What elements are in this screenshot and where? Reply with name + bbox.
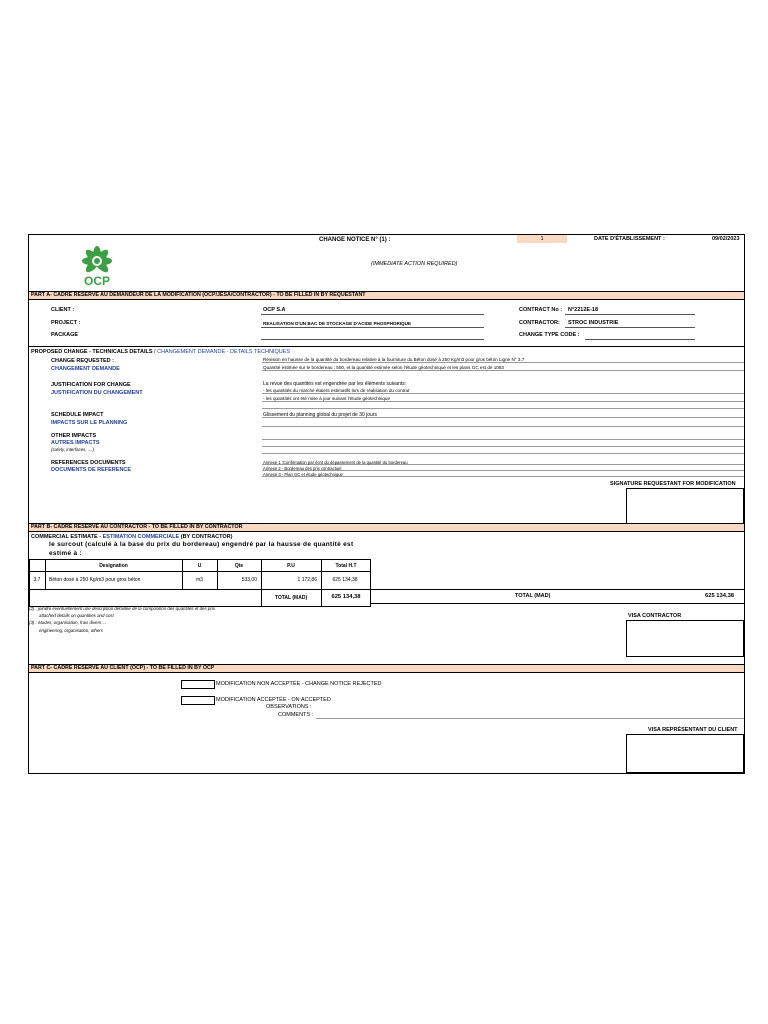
date-label: DATE D'ÉTABLISSEMENT : [594,236,665,242]
commercial-estimate-header [31,534,232,540]
date-value[interactable]: 09/02/2023 [712,236,740,242]
contractor-label: CONTRACTOR: [519,320,560,326]
total-value-right[interactable]: 625 134,38 [705,593,735,599]
justification-label: JUSTIFICATION FOR CHANGE [51,382,131,388]
change-type-label: CHANGE TYPE CODE : [519,332,580,338]
notice-subtitle: (IMMEDIATE ACTION REQUIRED) [371,261,458,267]
contractor-value[interactable]: STROC INDUSTRIE [568,320,619,326]
visa-contractor-box[interactable] [626,620,744,657]
rejected-checkbox[interactable] [181,680,215,689]
client-value[interactable]: OCP S.A [263,307,286,313]
change-line-2[interactable]: Quantité estimée sur le bordereau : 550, et la quantité estimée selon l'étude géotechnique et les plans GC est de 1083 [262,365,744,371]
row-pu[interactable]: 1 172,86 [297,577,317,583]
other-impacts-label: OTHER IMPACTS [51,433,97,439]
change-requested-label: CHANGE REQUESTED : [51,358,114,364]
reference-3[interactable]: Annexe 3 - Plan GC et étude géotechnique [262,472,744,477]
col-total: Total H.T [335,563,357,569]
row-item: 3.7 [33,577,41,583]
row-designation[interactable]: Béton dosé à 250 Kg/m3 pour gros béton [49,577,141,583]
visa-client-label: VISA REPRÉSENTANT DU CLIENT [648,727,738,733]
schedule-value[interactable]: Glissement du planning global du projet de 30 jours [262,412,744,418]
signature-requestant-label: SIGNATURE REQUESTANT FOR MODIFICATION [610,481,736,487]
commercial-label: COMMERCIAL ESTIMATE - [31,534,102,540]
change-line-1[interactable]: Révision en hausse de la quantité du bordereau relative à la fourniture du Béton dosé à 250 Kg/m3 pour gros béton Ligne N° 3.7 [262,357,744,363]
part-a-header: PART A- CADRE RESERVE AU DEMANDEUR DE LA MODIFICATION (OCP/JESA/CONTRACTOR) - TO BE FILLED IN BY REQUESTANT [29,291,744,300]
justification-line-1[interactable]: La revue des quantités est engendrée par les éléments suivants: [263,381,407,387]
row-unit[interactable]: m3 [196,577,203,583]
proposed-change-header [31,349,290,355]
col-designation: Designation [99,563,128,569]
notice-title: CHANGE NOTICE N° (1) : [319,237,391,243]
col-pu: P.U [287,563,295,569]
schedule-label: SCHEDULE IMPACT [51,412,104,418]
justification-label-fr: JUSTIFICATION DU CHANGEMENT [51,390,143,396]
part-c-header: PART C- CADRE RESERVE AU CLIENT (OCP) - TO BE FILLED IN BY OCP [29,664,744,673]
proposed-change-label: PROPOSED CHANGE - TECHNICALS DETAILS [31,349,153,355]
visa-client-box[interactable] [626,734,744,773]
row-total[interactable]: 625 134,38 [332,577,358,583]
signature-requestant-box[interactable] [626,488,744,524]
logo-text: OCP [83,274,110,288]
accepted-label: MODIFICATION ACCEPTÉE - ON ACCEPTED [216,697,331,703]
row-qte[interactable]: 533,00 [241,577,257,583]
comments-label: COMMENTS : [278,712,314,718]
notice-number[interactable]: 1 [517,235,567,243]
references-label: REFERENCES DOCUMENTS [51,460,126,466]
commercial-by: (BY CONTRACTOR) [180,534,233,540]
ocp-logo [63,241,131,291]
note-4: engineering, organisation, others [39,628,103,633]
visa-contractor-label: VISA CONTRACTOR [628,613,682,619]
other-impacts-note: (safety, interfaces, ....) [51,447,95,452]
part-b-header: PART B- CADRE RESERVE AU CONTRACTOR - TO BE FILLED IN BY CONTRACTOR [29,523,744,532]
justification-line-2[interactable]: - les quantités du marché étaient estimatifs lors de réalisation du contrat [262,388,744,394]
col-unit: U [197,563,202,569]
schedule-label-fr: IMPACTS SUR LE PLANNING [51,420,128,426]
justification-line-3[interactable]: - les quantités ont été mise à jour suivant l'étude géotechnique [262,396,744,402]
accepted-checkbox[interactable] [181,696,215,705]
note-3: (3) : études, organisation, frais divers ... [29,620,107,625]
proposed-change-label-fr: CHANGEMENT DEMANDE - DETAILS TECHNIQUES [157,349,291,355]
surcout-line-1: le surcout (calculé à la base du prix du bordereau) engendré par la hausse de quantité est [49,541,354,548]
comments-line[interactable] [316,718,744,719]
total-label: TOTAL (MAD) [274,595,308,601]
contract-value[interactable]: N°2212E-18 [568,307,599,313]
surcout-line-2: estimé à : [49,550,82,557]
proposed-change-sep: / [154,349,156,355]
project-label: PROJECT : [51,320,81,326]
references-label-fr: DOCUMENTS DE REFERENCE [51,467,132,473]
contract-label: CONTRACT No : [519,307,563,313]
project-value[interactable]: REALISATION D'UN BAC DE STOCKAGE D'ACIDE PHOSPHORIQUE [263,321,412,326]
commercial-label-fr: ESTIMATION COMMERCIALE [102,534,180,540]
note-2: attached details on quantities and cost [39,613,114,618]
package-label: PACKAGE [51,332,79,338]
total-label-right: TOTAL (MAD) [515,593,551,599]
note-1: (2) : joindre éventuellement une description détaillée de la composition des quantités et des prix [29,606,215,611]
client-label: CLIENT : [51,307,75,313]
change-requested-label-fr: CHANGEMENT DEMANDE [51,366,120,372]
col-qte: Qte [234,563,244,569]
reference-2[interactable]: Annexe 2 - Bordereau des prix contractuel [262,466,744,471]
rejected-label: MODIFICATION NON ACCEPTÉE - CHANGE NOTICE REJECTED [216,681,382,687]
change-notice-form [28,234,745,774]
other-impacts-label-fr: AUTRES IMPACTS [51,440,100,446]
total-value[interactable]: 625 134,38 [331,594,361,600]
reference-1[interactable]: Annexe 1 :Confirmation par écrit du dépassement de la quantité du bordereau [262,460,744,465]
observations-label: OBSERVATIONS : [266,704,312,710]
